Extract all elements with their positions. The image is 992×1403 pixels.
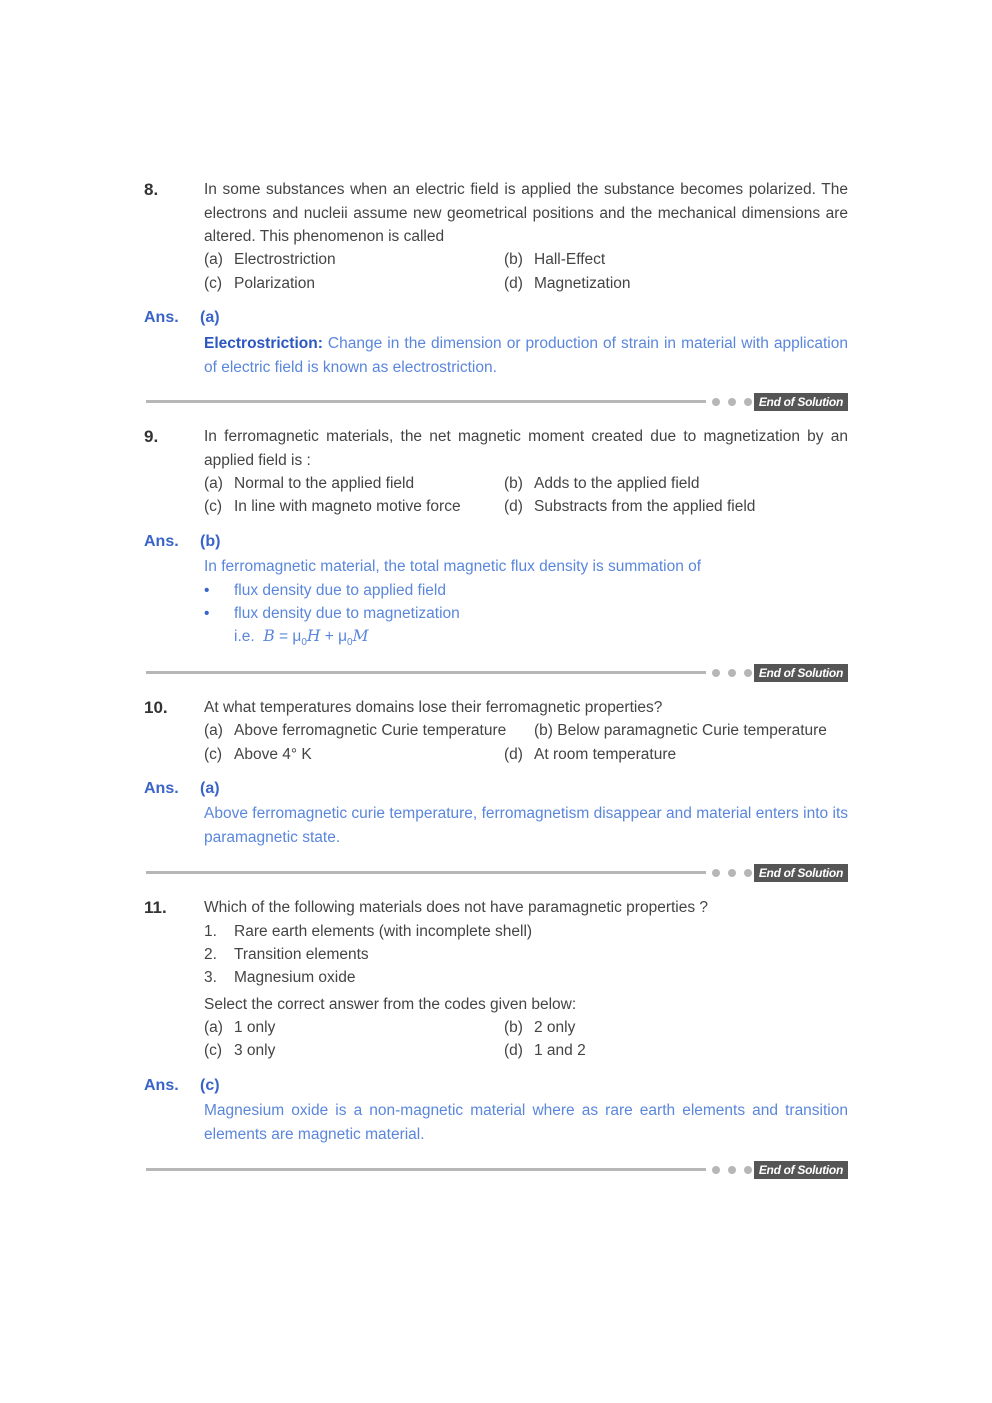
question-number: 8. [144, 180, 159, 199]
option-label: (d) [504, 1042, 523, 1059]
option-text: Hall-Effect [534, 251, 606, 268]
option-text: Below paramagnetic Curie temperature [557, 722, 827, 739]
option-b [534, 719, 827, 742]
bullet-icon: • [204, 605, 210, 622]
solution-formula [234, 627, 368, 648]
option-text: 1 and 2 [534, 1042, 586, 1059]
divider-line [146, 400, 706, 403]
instruction-text: Select the correct answer from the codes given below: [204, 996, 577, 1013]
option-label: (a) [204, 251, 223, 268]
end-of-solution-divider [146, 866, 848, 880]
solution-bullet [204, 579, 446, 602]
question-number: 9. [144, 427, 159, 446]
item-text: Transition elements [234, 946, 369, 963]
solution-text: Above ferromagnetic curie temperature, ferromagnetism disappear and material enters into its paramagnetic state. [204, 805, 848, 846]
divider-line [146, 1168, 706, 1171]
answer-choice: (c) [200, 1077, 220, 1094]
end-of-solution-divider [146, 666, 848, 680]
option-a [204, 472, 414, 495]
option-c [204, 272, 315, 295]
solution-text: In ferromagnetic material, the total magnetic flux density is summation of [204, 558, 702, 575]
end-of-solution-tag: End of Solution [754, 1161, 848, 1179]
answer-label: Ans. [144, 309, 179, 326]
option-b [504, 1016, 575, 1039]
solution-bullet [204, 602, 460, 625]
option-a [204, 719, 506, 742]
list-item [204, 920, 532, 943]
option-c [204, 1039, 275, 1062]
end-of-solution-tag: End of Solution [754, 864, 848, 882]
item-label: 3. [204, 969, 217, 986]
option-a [204, 1016, 275, 1039]
option-text: 1 only [234, 1019, 276, 1036]
divider-dot-icon [728, 1166, 736, 1174]
bullet-text: flux density due to magnetization [234, 605, 460, 622]
option-text: Electrostriction [234, 251, 336, 268]
option-label: (b) [504, 475, 523, 492]
option-c [204, 495, 461, 518]
option-label: (c) [204, 275, 223, 292]
answer-label: Ans. [144, 533, 179, 550]
option-text: Polarization [234, 275, 315, 292]
end-of-solution-divider [146, 1163, 848, 1177]
divider-dot-icon [712, 1166, 720, 1174]
option-text: Substracts from the applied field [534, 498, 756, 515]
option-text: Above ferromagnetic Curie temperature [234, 722, 507, 739]
option-text: Normal to the applied field [234, 475, 415, 492]
option-label: (c) [204, 746, 223, 763]
solution-term: Electrostriction: [204, 335, 323, 352]
solution-text: Magnesium oxide is a non-magnetic material where as rare earth elements and transition elements are magnetic material. [204, 1102, 848, 1143]
divider-line [146, 871, 706, 874]
divider-dot-icon [712, 869, 720, 877]
option-d [504, 495, 755, 518]
option-a [204, 248, 336, 271]
option-label: (d) [504, 498, 523, 515]
option-label: (d) [504, 275, 523, 292]
option-label: (c) [204, 1042, 223, 1059]
option-label: (a) [204, 475, 223, 492]
list-item [204, 943, 369, 966]
option-d [504, 1039, 586, 1062]
question-text: In ferromagnetic materials, the net magnetic moment created due to magnetization by an applied field is : [204, 428, 848, 469]
option-text: Adds to the applied field [534, 475, 700, 492]
list-item [204, 966, 355, 989]
option-c [204, 743, 312, 766]
formula-prefix: i.e. [234, 628, 255, 645]
end-of-solution-tag: End of Solution [754, 393, 848, 411]
option-label: (b) [504, 1019, 523, 1036]
option-label: (b) [534, 722, 553, 739]
bullet-icon: • [204, 582, 210, 599]
option-b [504, 472, 699, 495]
divider-dot-icon [728, 869, 736, 877]
question-number: 11. [144, 898, 167, 917]
divider-dot-icon [712, 669, 720, 677]
option-text: In line with magneto motive force [234, 498, 461, 515]
answer-choice: (a) [200, 780, 220, 797]
option-d [504, 743, 676, 766]
answer-label: Ans. [144, 780, 179, 797]
option-b [504, 248, 605, 271]
divider-dot-icon [728, 398, 736, 406]
divider-dot-icon [728, 669, 736, 677]
option-text: Above 4° K [234, 746, 312, 763]
solution-body: Change in the dimension or production of strain in material with application of electric field is known as electrostriction. [204, 335, 848, 376]
divider-dot-icon [744, 869, 752, 877]
question-text: At what temperatures domains lose their ferromagnetic properties? [204, 699, 663, 716]
option-label: (c) [204, 498, 223, 515]
question-text: In some substances when an electric field is applied the substance becomes polarized. The electrons and nucleii assume new geometrical positions and the mechanical dimensions are altered. This phenomenon is called [204, 181, 848, 245]
end-of-solution-divider [146, 395, 848, 409]
option-text: Magnetization [534, 275, 631, 292]
question-number: 10. [144, 698, 168, 717]
option-label: (d) [504, 746, 523, 763]
divider-dot-icon [744, 669, 752, 677]
solution-text [204, 332, 848, 379]
option-text: At room temperature [534, 746, 677, 763]
option-label: (b) [504, 251, 523, 268]
formula-text: $B = \mu_0H + \mu_0M$ [263, 627, 369, 649]
item-text: Magnesium oxide [234, 969, 356, 986]
item-text: Rare earth elements (with incomplete shell) [234, 923, 533, 940]
item-label: 2. [204, 946, 217, 963]
divider-dot-icon [712, 398, 720, 406]
divider-dot-icon [744, 398, 752, 406]
divider-line [146, 671, 706, 674]
end-of-solution-tag: End of Solution [754, 664, 848, 682]
question-text: Which of the following materials does not have paramagnetic properties ? [204, 899, 709, 916]
answer-choice: (a) [200, 309, 220, 326]
option-text: 2 only [534, 1019, 576, 1036]
bullet-text: flux density due to applied field [234, 582, 446, 599]
option-d [504, 272, 631, 295]
item-label: 1. [204, 923, 217, 940]
option-label: (a) [204, 1019, 223, 1036]
option-text: 3 only [234, 1042, 276, 1059]
answer-label: Ans. [144, 1077, 179, 1094]
option-label: (a) [204, 722, 223, 739]
answer-choice: (b) [200, 533, 221, 550]
divider-dot-icon [744, 1166, 752, 1174]
